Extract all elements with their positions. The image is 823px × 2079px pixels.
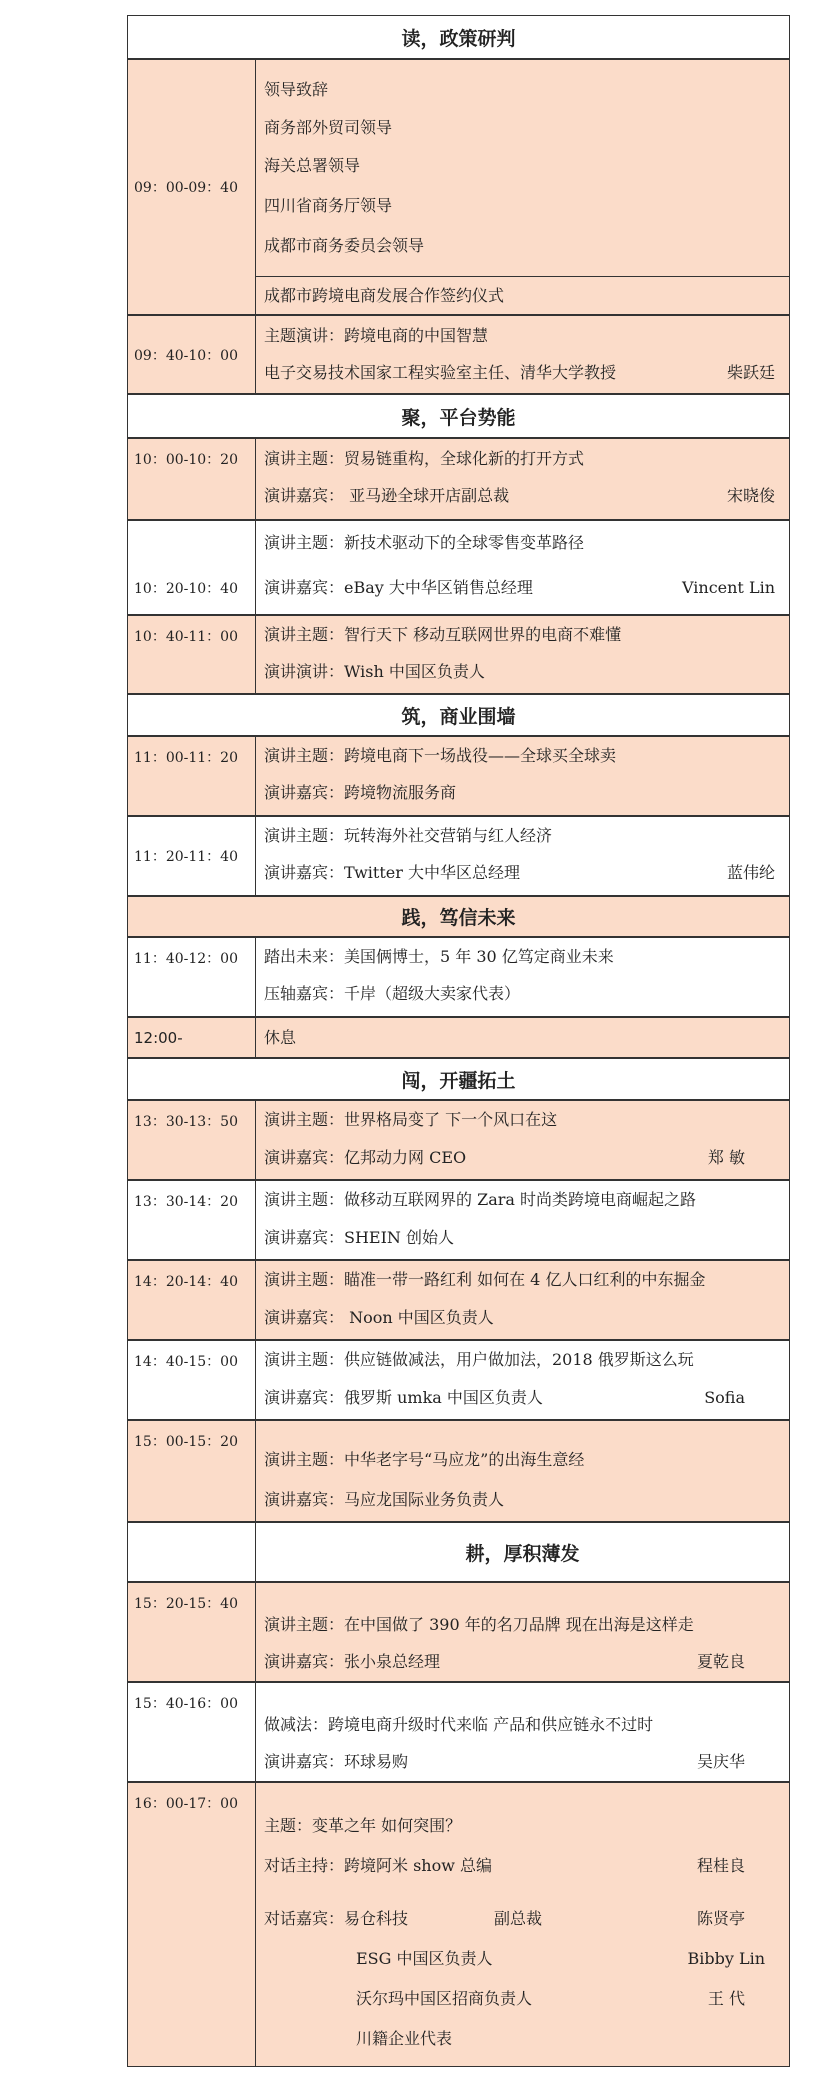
agenda-line-text: 演讲嘉宾：亿邦动力网 CEO [264, 1148, 467, 1167]
time-slot: 11：40-12：00 [128, 938, 256, 1016]
time-slot: 12:00- [128, 1018, 256, 1057]
speaker-name: Vincent Lin [682, 578, 775, 597]
agenda-row [127, 1682, 790, 1782]
time-slot: 10：40-11：00 [128, 616, 256, 693]
time-slot: 09：00-09：40 [128, 60, 256, 314]
agenda-line-text: 电子交易技术国家工程实验室主任、清华大学教授 [264, 363, 617, 382]
agenda-line: 演讲主题：在中国做了 390 年的名刀品牌 现在出海是这样走 [264, 1615, 694, 1634]
speaker-name: 陈贤亭 [696, 1909, 745, 1928]
agenda-line: 演讲演讲：Wish 中国区负责人 [264, 662, 485, 681]
agenda-line [264, 578, 775, 598]
speaker-name: 吴庆华 [696, 1752, 745, 1771]
agenda-line-text: 演讲嘉宾： 亚马逊全球开店副总裁 [264, 486, 510, 505]
agenda-row [127, 1420, 790, 1522]
agenda-row [127, 1180, 790, 1260]
time-slot: 14：40-15：00 [128, 1341, 256, 1419]
agenda-line-text: 副总裁 [494, 1909, 543, 1928]
agenda-line [264, 1148, 775, 1168]
time-slot: 14：20-14：40 [128, 1261, 256, 1339]
agenda-row [127, 1017, 790, 1058]
time-slot: 15：00-15：20 [128, 1421, 256, 1521]
agenda-line: 演讲主题：世界格局变了 下一个风口在这 [264, 1110, 558, 1129]
time-slot: 15：20-15：40 [128, 1583, 256, 1681]
agenda-row [127, 816, 790, 896]
section-title-row [127, 1522, 790, 1582]
agenda-line-text: 演讲嘉宾：环球易购 [264, 1752, 409, 1771]
agenda-line: 演讲主题：瞄准一带一路红利 如何在 4 亿人口红利的中东掘金 [264, 1270, 706, 1289]
agenda-line: 演讲主题：新技术驱动下的全球零售变革路径 [264, 533, 585, 552]
section-title: 耕，厚积薄发 [465, 1542, 580, 1565]
speaker-name: 王 代 [707, 1989, 745, 2008]
agenda-line: 四川省商务厅领导 [264, 196, 393, 215]
agenda-line-text: 对话主持：跨境阿米 show 总编 [264, 1856, 493, 1875]
agenda-line-text: 演讲嘉宾：eBay 大中华区销售总经理 [264, 578, 533, 597]
agenda-line: 演讲嘉宾： Noon 中国区负责人 [264, 1308, 494, 1327]
agenda-row [127, 1340, 790, 1420]
agenda-line: 做减法：跨境电商升级时代来临 产品和供应链永不过时 [264, 1715, 654, 1734]
agenda-line: 演讲嘉宾：SHEIN 创始人 [264, 1228, 455, 1247]
agenda-line [264, 1388, 775, 1408]
agenda-line: 演讲主题：供应链做减法，用户做加法，2018 俄罗斯这么玩 [264, 1350, 694, 1369]
agenda-line: 主题演讲：跨境电商的中国智慧 [264, 326, 489, 345]
time-slot: 11：20-11：40 [128, 817, 256, 895]
agenda-line: 演讲主题：做移动互联网界的 Zara 时尚类跨境电商崛起之路 [264, 1190, 697, 1209]
speaker-name: 夏乾良 [696, 1652, 745, 1671]
agenda-row [127, 438, 790, 520]
agenda-line: 成都市商务委员会领导 [264, 236, 425, 255]
time-slot: 11：00-11：20 [128, 737, 256, 815]
time-slot: 10：20-10：40 [128, 521, 256, 614]
speaker-name: Bibby Lin [687, 1949, 765, 1968]
agenda-line: 主题：变革之年 如何突围？ [264, 1816, 462, 1835]
agenda-line [264, 1909, 775, 1929]
speaker-name: 郑 敏 [707, 1148, 745, 1167]
agenda-line-text: 演讲嘉宾：Twitter 大中华区总经理 [264, 863, 520, 882]
agenda-line [264, 1652, 775, 1672]
agenda-line: 成都市跨境电商发展合作签约仪式 [264, 286, 505, 305]
agenda-line [264, 1752, 775, 1772]
time-slot: 15：40-16：00 [128, 1683, 256, 1781]
agenda-line: 领导致辞 [264, 80, 329, 99]
time-slot: 13：30-13：50 [128, 1101, 256, 1179]
time-slot: 16：00-17：00 [128, 1783, 256, 2066]
agenda-line: 休息 [264, 1028, 297, 1047]
time-slot: 13：30-14：20 [128, 1181, 256, 1259]
agenda-table [127, 15, 790, 2067]
agenda-line: 演讲嘉宾：跨境物流服务商 [264, 783, 457, 802]
agenda-line: 演讲主题：智行天下 移动互联网世界的电商不难懂 [264, 625, 622, 644]
section-title: 践，笃信未来 [127, 896, 790, 937]
agenda-row-panel [127, 1782, 790, 2067]
speaker-name: Sofia [704, 1388, 745, 1407]
agenda-row [127, 1100, 790, 1180]
agenda-line: 演讲主题：中华老字号“马应龙”的出海生意经 [264, 1450, 585, 1469]
agenda-line: 海关总署领导 [264, 156, 361, 175]
section-title: 筑，商业围墙 [127, 694, 790, 736]
agenda-row [127, 1582, 790, 1682]
time-slot: 09：40-10：00 [128, 316, 256, 393]
section-title: 闯，开疆拓土 [127, 1058, 790, 1100]
agenda-line [264, 486, 775, 506]
section-title: 读，政策研判 [127, 15, 790, 59]
agenda-row [127, 59, 790, 315]
agenda-row [127, 736, 790, 816]
agenda-row [127, 937, 790, 1017]
agenda-line-text: 沃尔玛中国区招商负责人 [356, 1989, 533, 2008]
agenda-line-text: 对话嘉宾：易仓科技 [264, 1909, 409, 1928]
speaker-name: 柴跃廷 [726, 363, 775, 382]
agenda-line [264, 363, 775, 383]
agenda-line-text: 川籍企业代表 [356, 2029, 453, 2048]
agenda-line-text: 演讲嘉宾：张小泉总经理 [264, 1652, 441, 1671]
agenda-row [127, 615, 790, 694]
agenda-line: 踏出未来：美国俩博士，5 年 30 亿笃定商业未来 [264, 947, 614, 966]
agenda-line [264, 1856, 775, 1876]
agenda-line-text: ESG 中国区负责人 [356, 1949, 493, 1968]
time-slot: 10：00-10：20 [128, 439, 256, 519]
agenda-line: 商务部外贸司领导 [264, 118, 393, 137]
speaker-name: 蓝伟纶 [726, 863, 775, 882]
agenda-line-text: 演讲嘉宾：俄罗斯 umka 中国区负责人 [264, 1388, 543, 1407]
agenda-line: 演讲主题：跨境电商下一场战役——全球买全球卖 [264, 746, 617, 765]
speaker-name: 宋晓俊 [726, 486, 775, 505]
time-slot-empty [128, 1523, 256, 1581]
agenda-line: 演讲主题：玩转海外社交营销与红人经济 [264, 826, 553, 845]
agenda-row [127, 520, 790, 615]
agenda-row [127, 1260, 790, 1340]
speaker-name: 程桂良 [696, 1856, 745, 1875]
agenda-line: 演讲主题：贸易链重构，全球化新的打开方式 [264, 449, 585, 468]
agenda-line [264, 863, 775, 883]
agenda-row [127, 315, 790, 394]
section-title: 聚，平台势能 [127, 394, 790, 438]
agenda-line: 压轴嘉宾：千岸（超级大卖家代表） [264, 984, 521, 1003]
agenda-line: 演讲嘉宾：马应龙国际业务负责人 [264, 1490, 505, 1509]
